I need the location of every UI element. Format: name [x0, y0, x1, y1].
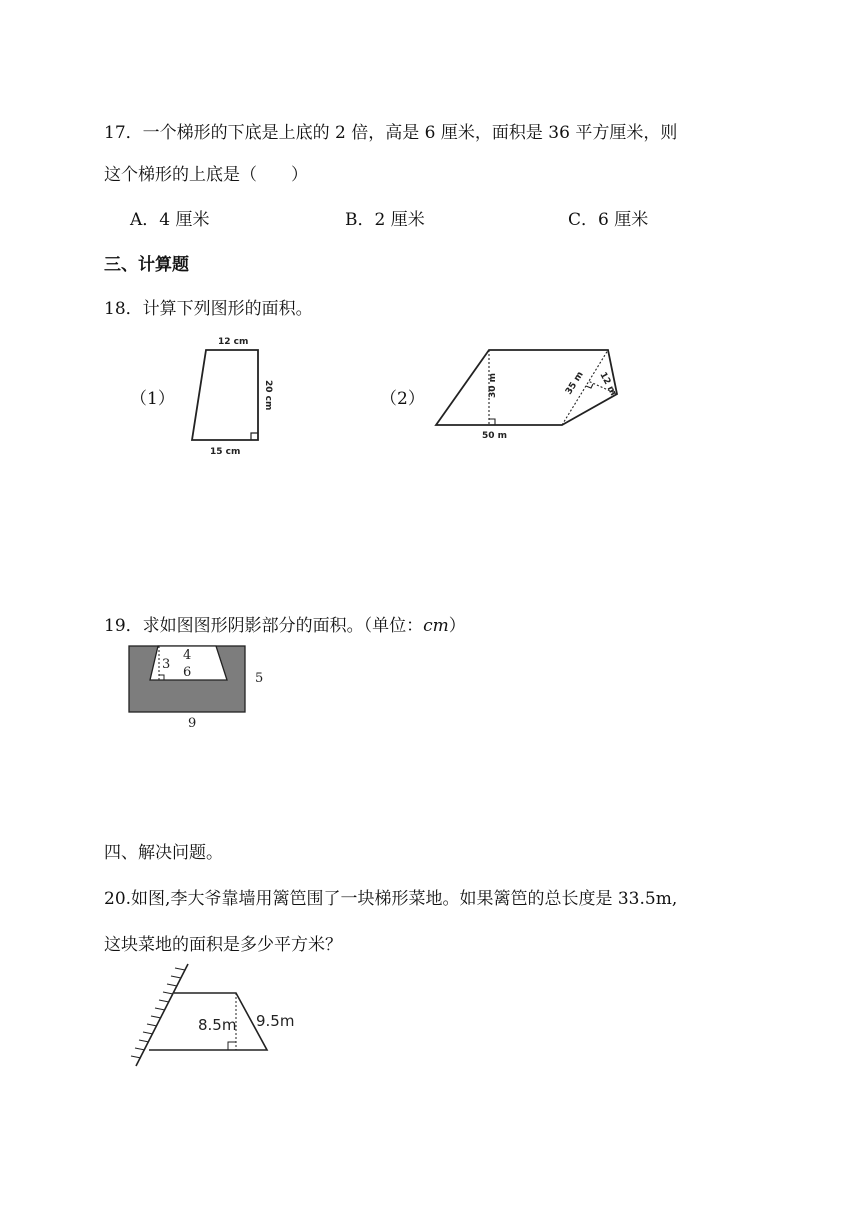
q17-option-c: C．6 厘米 [568, 210, 649, 230]
q17-line2: 这个梯形的上底是（ ） [104, 165, 308, 185]
q17-line1: 17．一个梯形的下底是上底的 2 倍，高是 6 厘米，面积是 36 平方厘米，则 [104, 123, 678, 143]
fig1-trapezoid-shape [192, 350, 258, 440]
q17-option-b: B．2 厘米 [345, 210, 425, 230]
fig1-right-angle-mark [251, 433, 258, 440]
q19-unit: cm [423, 616, 449, 636]
q20-line1: 20.如图,李大爷靠墙用篱笆围了一块梯形菜地。如果篱笆的总长度是 33.5m, [104, 889, 678, 909]
q18-fig2-trapezoid-figure [430, 340, 630, 445]
section4-title: 四、解决问题。 [104, 843, 223, 863]
fig1-top-label: 12 cm [218, 337, 249, 347]
q19-width-label: 9 [188, 716, 197, 731]
q20-right-angle-mark [228, 1042, 236, 1050]
q18-fig2-label: （2） [380, 389, 425, 409]
q19-side-label: 5 [255, 671, 264, 686]
q20-wall-hatching [131, 968, 185, 1058]
q20-garden-figure [128, 958, 308, 1073]
q18-fig1-trapezoid-figure [180, 330, 290, 460]
q18-text: 18．计算下列图形的面积。 [104, 299, 313, 319]
q19-top-label: 4 [183, 648, 192, 663]
fig1-right-label: 20 cm [263, 380, 273, 411]
q19-text [104, 611, 466, 636]
fig2-right-angle-mark-diag [586, 384, 593, 388]
section3-title: 三、计算题 [104, 255, 189, 275]
q20-line2: 这块菜地的面积是多少平方米？ [104, 935, 342, 955]
q19-bottom-label: 6 [183, 665, 192, 680]
q17-option-a: A．4 厘米 [130, 210, 210, 230]
fig2-base-label: 50 m [482, 431, 508, 441]
fig2-height-label: 30 m [488, 372, 498, 398]
q19-shaded-figure [128, 645, 278, 735]
fig2-perp-label: 12 m [597, 370, 618, 398]
q19-text-suffix: ） [448, 616, 466, 636]
q19-text-prefix: 19．求如图图形阴影部分的面积。（单位： [104, 616, 424, 636]
fig1-bottom-label: 15 cm [210, 447, 241, 457]
q18-fig1-label: （1） [130, 389, 175, 409]
q20-side-label: 9.5m [256, 1012, 295, 1030]
q19-height-label: 3 [162, 657, 171, 672]
q20-height-label: 8.5m [198, 1016, 237, 1034]
fig2-diag-label: 35 m [564, 370, 586, 397]
